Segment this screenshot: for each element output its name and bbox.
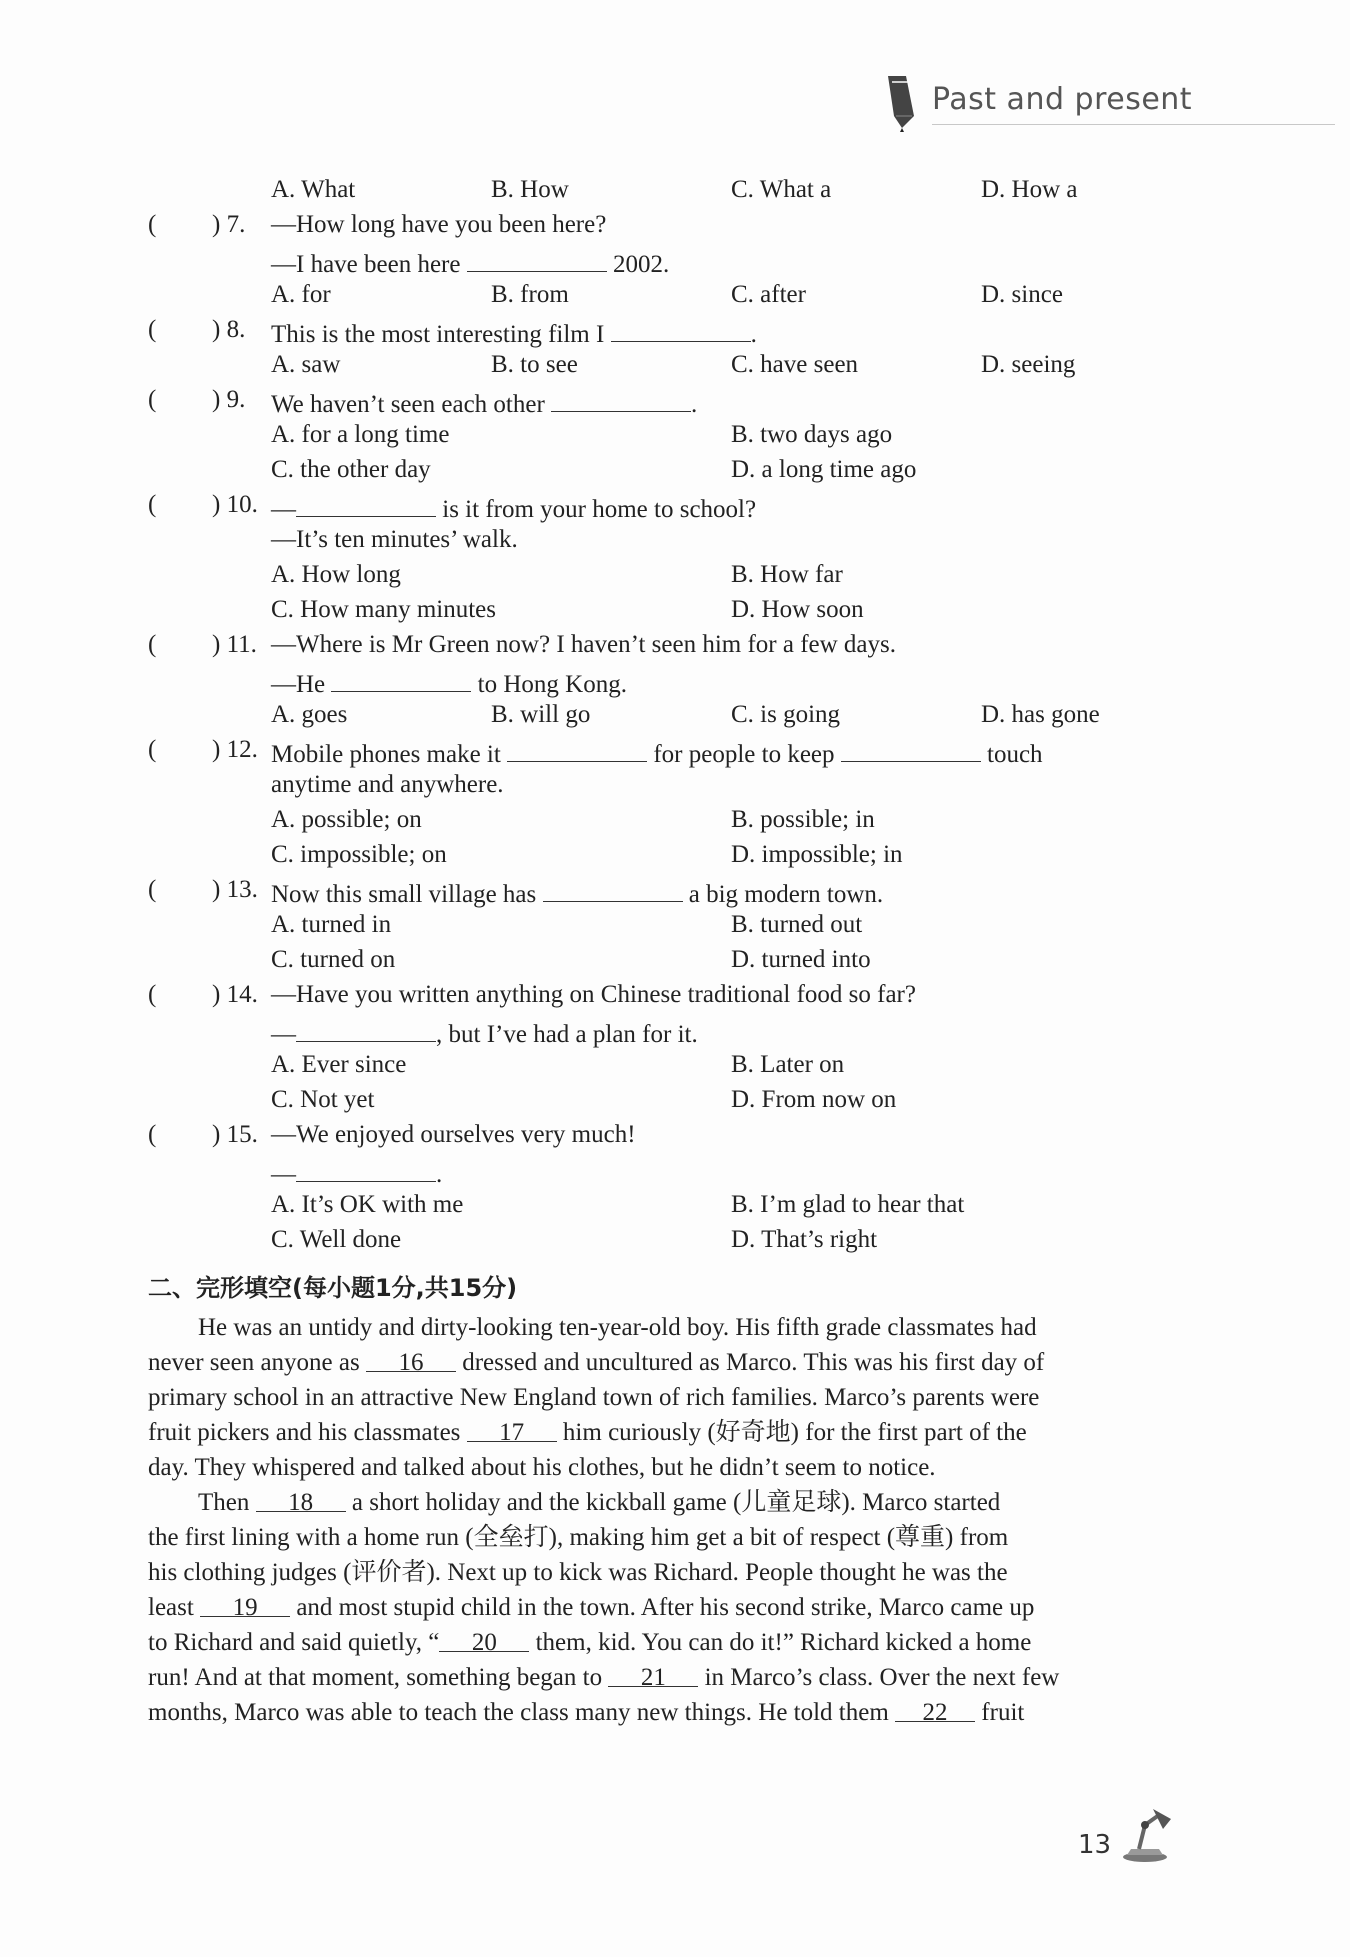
- pen-icon: [880, 72, 925, 132]
- passage-text: a short holiday and the kickball game (儿童足球). Marco started: [345, 1489, 1001, 1516]
- answer-blank[interactable]: [296, 1155, 436, 1182]
- cloze-passage: [148, 1310, 1178, 1730]
- stem-text: .: [691, 391, 698, 418]
- passage-text: to Richard and said quietly, “: [148, 1629, 440, 1656]
- option: B. from: [491, 281, 569, 308]
- stem-text: to Hong Kong.: [471, 671, 627, 698]
- question-number: ) 12.: [212, 736, 258, 763]
- stem-text: Mobile phones make it: [271, 741, 508, 768]
- passage-text: and most stupid child in the town. After his second strike, Marco came up: [290, 1594, 1035, 1621]
- option: C. Well done: [271, 1226, 402, 1253]
- option: B. I’m glad to hear that: [731, 1191, 965, 1218]
- stem-text: is it from your home to school?: [436, 496, 757, 523]
- option: D. turned into: [731, 946, 871, 973]
- option: A. saw: [271, 351, 341, 378]
- option: D. has gone: [981, 701, 1100, 728]
- answer-blank[interactable]: [507, 735, 647, 762]
- question-stem: —Have you written anything on Chinese traditional food so far?: [271, 981, 916, 1008]
- passage-text: fruit pickers and his classmates: [148, 1419, 467, 1446]
- answer-blank[interactable]: [551, 385, 691, 412]
- option: D. How soon: [731, 596, 864, 623]
- option: C. turned on: [271, 946, 396, 973]
- question-stem: —How long have you been here?: [271, 211, 607, 238]
- question-number: ) 14.: [212, 981, 258, 1008]
- passage-text: dressed and uncultured as Marco. This was his first day of: [455, 1349, 1045, 1376]
- passage-line: primary school in an attractive New England town of rich families. Marco’s parents were: [148, 1384, 1040, 1411]
- answer-blank[interactable]: [467, 245, 607, 272]
- answer-paren-open: (: [148, 491, 157, 518]
- option: D. That’s right: [731, 1226, 878, 1253]
- question-stem-2: [271, 665, 627, 700]
- option: D. impossible; in: [731, 841, 903, 868]
- option: A. goes: [271, 701, 348, 728]
- passage-line: [148, 1590, 1178, 1625]
- question-number: ) 9.: [212, 386, 246, 413]
- option: C. the other day: [271, 456, 431, 483]
- answer-paren-open: (: [148, 211, 157, 238]
- option: C. have seen: [731, 351, 859, 378]
- option: A. It’s OK with me: [271, 1191, 464, 1218]
- passage-text: least: [148, 1594, 201, 1621]
- stem-text: touch: [980, 741, 1043, 768]
- question-stem-2: [271, 245, 669, 280]
- stem-text: We haven’t seen each other: [271, 391, 552, 418]
- question-stem: [271, 385, 697, 420]
- passage-line: He was an untidy and dirty-looking ten-year-old boy. His fifth grade classmates had: [198, 1314, 1037, 1341]
- option: A. Ever since: [271, 1051, 407, 1078]
- cloze-blank-16[interactable]: 16: [366, 1345, 456, 1372]
- passage-text: fruit: [975, 1699, 1025, 1726]
- option: B. possible; in: [731, 806, 875, 833]
- option: D. a long time ago: [731, 456, 917, 483]
- stem-text: 2002.: [606, 251, 670, 278]
- option: C. What a: [731, 176, 832, 203]
- stem-text: Now this small village has: [271, 881, 543, 908]
- option: C. impossible; on: [271, 841, 447, 868]
- page-header: [880, 72, 1335, 128]
- question-number: ) 11.: [212, 631, 257, 658]
- option: D. since: [981, 281, 1063, 308]
- stem-text: —: [271, 1161, 296, 1188]
- question-number: ) 10.: [212, 491, 258, 518]
- answer-paren-open: (: [148, 981, 157, 1008]
- answer-blank[interactable]: [296, 1015, 436, 1042]
- question-stem: [271, 490, 756, 525]
- answer-blank[interactable]: [841, 735, 981, 762]
- question-stem: [271, 315, 757, 350]
- stem-text: —I have been here: [271, 251, 467, 278]
- question-stem-2: [271, 1015, 698, 1050]
- cloze-blank-19[interactable]: 19: [200, 1590, 290, 1617]
- passage-line: [148, 1660, 1178, 1695]
- passage-text: in Marco’s class. Over the next few: [698, 1664, 1060, 1691]
- option: B. turned out: [731, 911, 863, 938]
- question-number: ) 8.: [212, 316, 246, 343]
- answer-blank[interactable]: [296, 490, 436, 517]
- passage-line: [148, 1695, 1178, 1730]
- passage-text: them, kid. You can do it!” Richard kicked a home: [529, 1629, 1032, 1656]
- answer-paren-open: (: [148, 736, 157, 763]
- cloze-blank-22[interactable]: 22: [895, 1695, 975, 1722]
- option: C. How many minutes: [271, 596, 496, 623]
- cloze-blank-17[interactable]: 17: [467, 1415, 557, 1442]
- stem-text: .: [750, 321, 757, 348]
- option: B. will go: [491, 701, 591, 728]
- option: C. is going: [731, 701, 841, 728]
- passage-text: months, Marco was able to teach the class many new things. He told them: [148, 1699, 896, 1726]
- option: D. seeing: [981, 351, 1076, 378]
- passage-text: never seen anyone as: [148, 1349, 366, 1376]
- question-number: ) 13.: [212, 876, 258, 903]
- option: A. How long: [271, 561, 401, 588]
- cloze-blank-18[interactable]: 18: [256, 1485, 346, 1512]
- option: C. after: [731, 281, 806, 308]
- option: B. to see: [491, 351, 578, 378]
- answer-blank[interactable]: [331, 665, 471, 692]
- answer-paren-open: (: [148, 316, 157, 343]
- option: A. possible; on: [271, 806, 422, 833]
- question-stem-2: [271, 1155, 442, 1190]
- header-title: Past and present: [932, 82, 1193, 117]
- question-stem: —We enjoyed ourselves very much!: [271, 1121, 636, 1148]
- option: A. turned in: [271, 911, 392, 938]
- stem-text: a big modern town.: [682, 881, 884, 908]
- stem-text: .: [436, 1161, 443, 1188]
- stem-text: —He: [271, 671, 332, 698]
- option: B. How: [491, 176, 569, 203]
- passage-line: [148, 1625, 1178, 1660]
- stem-text: —: [271, 1021, 296, 1048]
- question-stem: [271, 735, 1043, 770]
- option: A. What: [271, 176, 356, 203]
- answer-paren-open: (: [148, 631, 157, 658]
- question-stem-2: anytime and anywhere.: [271, 771, 504, 798]
- answer-paren-open: (: [148, 876, 157, 903]
- question-stem: —Where is Mr Green now? I haven’t seen him for a few days.: [271, 631, 897, 658]
- passage-line: [148, 1485, 1178, 1520]
- section-title: 二、完形填空(每小题1分,共15分): [148, 1274, 518, 1302]
- stem-text: —: [271, 496, 296, 523]
- passage-line: day. They whispered and talked about his clothes, but he didn’t seem to notice.: [148, 1454, 936, 1481]
- stem-text: , but I’ve had a plan for it.: [436, 1021, 698, 1048]
- option: B. Later on: [731, 1051, 845, 1078]
- stem-text: This is the most interesting film I: [271, 321, 611, 348]
- answer-paren-open: (: [148, 1121, 157, 1148]
- passage-line: [148, 1415, 1178, 1450]
- desk-lamp-icon: [1115, 1805, 1175, 1865]
- option: B. How far: [731, 561, 843, 588]
- answer-blank[interactable]: [543, 875, 683, 902]
- passage-text: him curiously (好奇地) for the first part of the: [556, 1419, 1027, 1446]
- passage-line: the first lining with a home run (全垒打), making him get a bit of respect (尊重) from: [148, 1524, 1009, 1551]
- question-stem: [271, 875, 883, 910]
- option: D. How a: [981, 176, 1078, 203]
- question-number: ) 7.: [212, 211, 246, 238]
- cloze-blank-21[interactable]: 21: [608, 1660, 698, 1687]
- passage-text: Then: [198, 1489, 256, 1516]
- option: C. Not yet: [271, 1086, 375, 1113]
- passage-line: his clothing judges (评价者). Next up to kick was Richard. People thought he was the: [148, 1559, 1008, 1586]
- passage-text: run! And at that moment, something began to: [148, 1664, 609, 1691]
- cloze-blank-20[interactable]: 20: [439, 1625, 529, 1652]
- option: B. two days ago: [731, 421, 893, 448]
- page-number: 13: [1078, 1830, 1112, 1860]
- question-stem-2: —It’s ten minutes’ walk.: [271, 526, 518, 553]
- option: A. for a long time: [271, 421, 450, 448]
- passage-line: [148, 1345, 1178, 1380]
- option: D. From now on: [731, 1086, 897, 1113]
- answer-blank[interactable]: [611, 315, 751, 342]
- answer-paren-open: (: [148, 386, 157, 413]
- stem-text: for people to keep: [647, 741, 841, 768]
- header-rule: [932, 124, 1335, 125]
- question-number: ) 15.: [212, 1121, 258, 1148]
- option: A. for: [271, 281, 331, 308]
